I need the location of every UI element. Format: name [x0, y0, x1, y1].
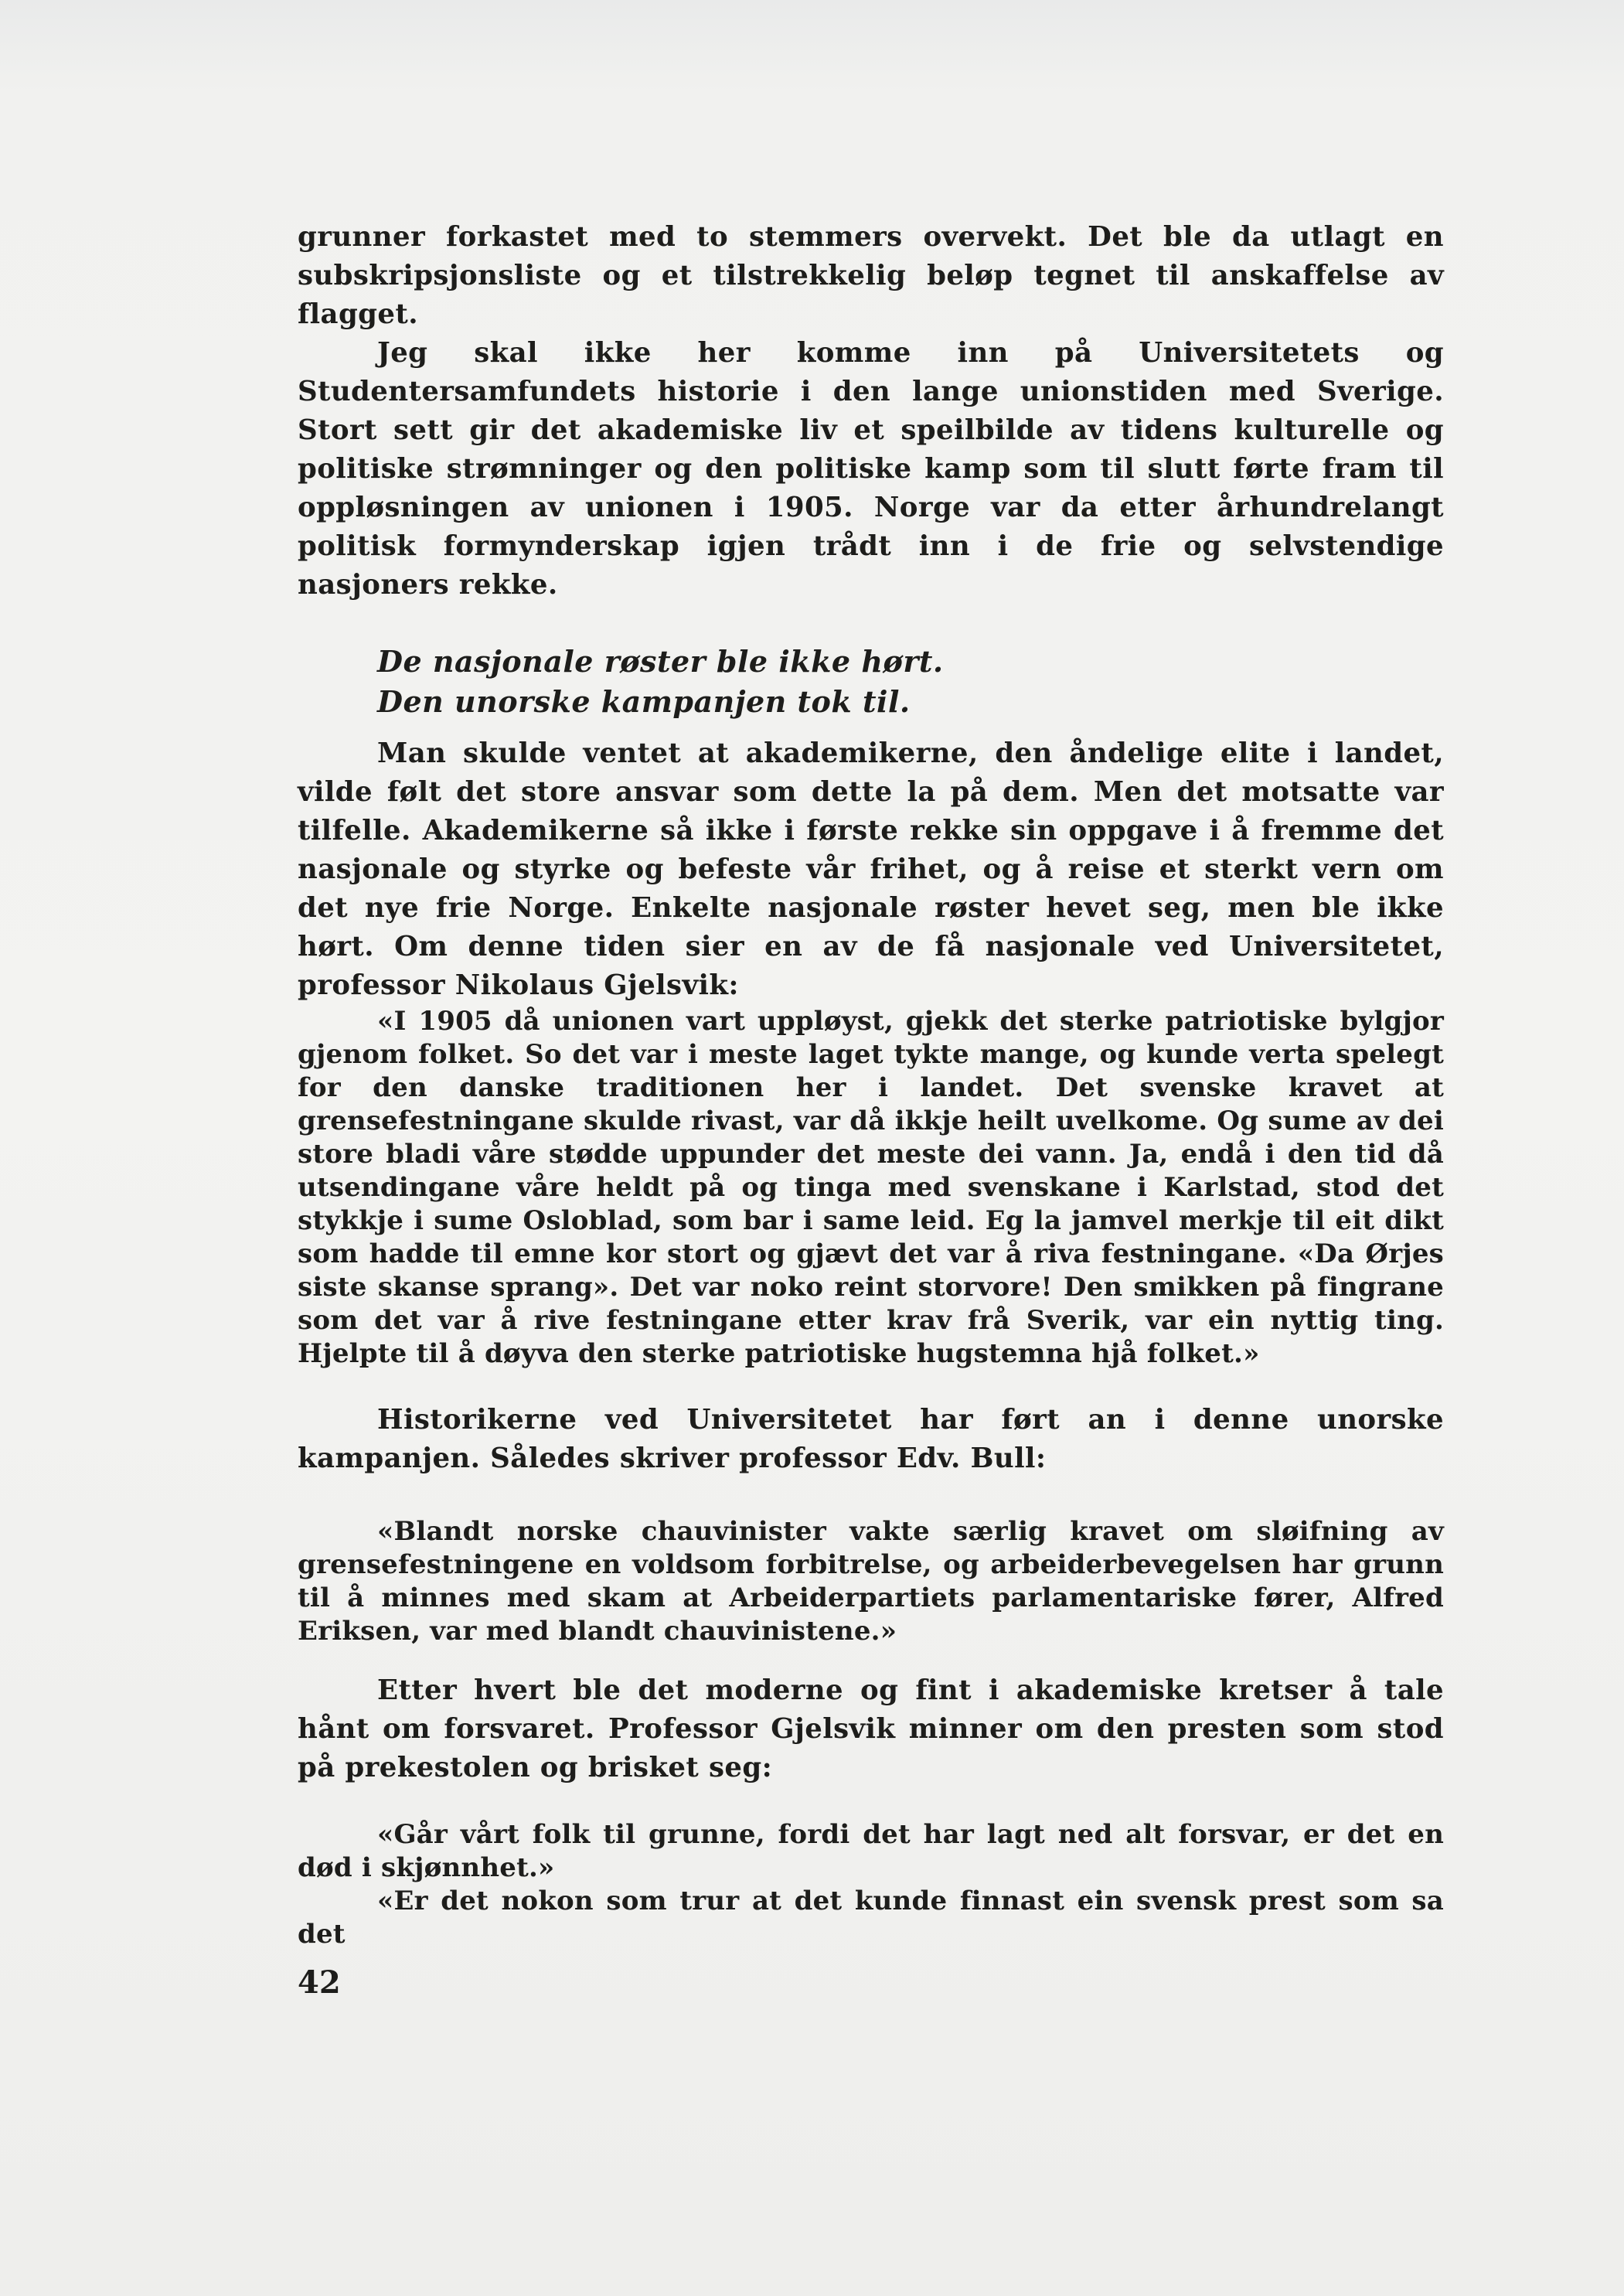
- paragraph-historians-text: Historikerne ved Universitetet har ført an i denne unorske kampanjen. Således skriver professor Edv. Bull:: [298, 1404, 1444, 1474]
- page-number: 42: [298, 1964, 341, 2001]
- paragraph-union-history: Jeg skal ikke her komme inn på Universitetets og Studentersamfundets historie i den lange unionstiden med Sverige. Stort sett gir det akademiske liv et speilbilde av tidens kulturelle og politiske strømninger og den politiske kamp som til slutt førte fram til oppløsningen av unionen i 1905. Norge var da etter århundrelangt politisk formynderskap igjen trådt inn i de frie og selvstendige nasjoners rekke.: [298, 337, 1444, 601]
- paragraph-academics: [298, 734, 1444, 1005]
- quote-bull-text: «Blandt norske chauvinister vakte særlig kravet om sløifning av grensefestningene en voldsom forbitrelse, og arbeiderbevegelsen har grunn til å minnes med skam at Arbeiderpartiets parlamentariske fører, Alfred Eriksen, var med blandt chauvinistene.»: [298, 1516, 1444, 1647]
- paragraph-continuation: grunner forkastet med to stemmers overvekt. Det ble da utlagt en subskripsjonsliste og et tilstrekkelig beløp tegnet til anskaffelse av flagget.: [298, 221, 1444, 330]
- section-heading-line-1: De nasjonale røster ble ikke hørt.: [377, 644, 944, 679]
- section-heading-line-2: Den unorske kampanjen tok til.: [377, 684, 911, 719]
- section-heading: [377, 642, 1444, 722]
- quote-priest: [298, 1818, 1444, 1951]
- quote-bull: [298, 1515, 1444, 1648]
- paragraph-historians: [298, 1401, 1444, 1478]
- paragraph-defence-text: Etter hvert ble det moderne og fint i akademiske kretser å tale hånt om forsvaret. Professor Gjelsvik minner om den presten som stod på prekestolen og brisket seg:: [298, 1674, 1444, 1783]
- quote-gjelsvik: [298, 1005, 1444, 1371]
- opening-paragraphs: [298, 218, 1444, 605]
- quote-priest-text: «Går vårt folk til grunne, fordi det har lagt ned alt forsvar, er det en død i skjønnhet.»: [298, 1819, 1444, 1883]
- quote-gjelsvik-text: «I 1905 då unionen vart uppløyst, gjekk det sterke patriotiske bylgjor gjenom folket. So det var i meste laget tykte mange, og kunde verta spelegt for den danske traditionen her i landet. Det svenske kravet at grensefestningane skulde rivast, var då ikkje heilt uvelkome. Og sume av dei store bladi våre stødde uppunder det meste dei vann. Ja, endå i den tid då utsendingane våre heldt på og tinga med svenskane i Karlstad, stod det stykkje i sume Osloblad, som bar i same leid. Eg la jamvel merkje til eit dikt som hadde til emne kor stort og gjævt det var å riva festningane. «Da Ørjes siste skanse sprang». Det var noko reint storvore! Den smikken på fingrane som det var å rive festningane etter krav frå Sverik, var ein nyttig ting. Hjelpte til å døyva den sterke patriotiske hugstemna hjå folket.»: [298, 1006, 1444, 1369]
- paragraph-defence: [298, 1671, 1444, 1787]
- paragraph-academics-text: Man skulde ventet at akademikerne, den åndelige elite i landet, vilde følt det store ansvar som dette la på dem. Men det motsatte var tilfelle. Akademikerne så ikke i første rekke sin oppgave i å fremme det nasjonale og styrke og befeste vår frihet, og å reise et sterkt vern om det nye frie Norge. Enkelte nasjonale røster hevet seg, men ble ikke hørt. Om denne tiden sier en av de få nasjonale ved Universitetet, professor Nikolaus Gjelsvik:: [298, 738, 1444, 1001]
- quote-swedish-priest-text: «Er det nokon som trur at det kunde finnast ein svensk prest som sa det: [298, 1886, 1444, 1950]
